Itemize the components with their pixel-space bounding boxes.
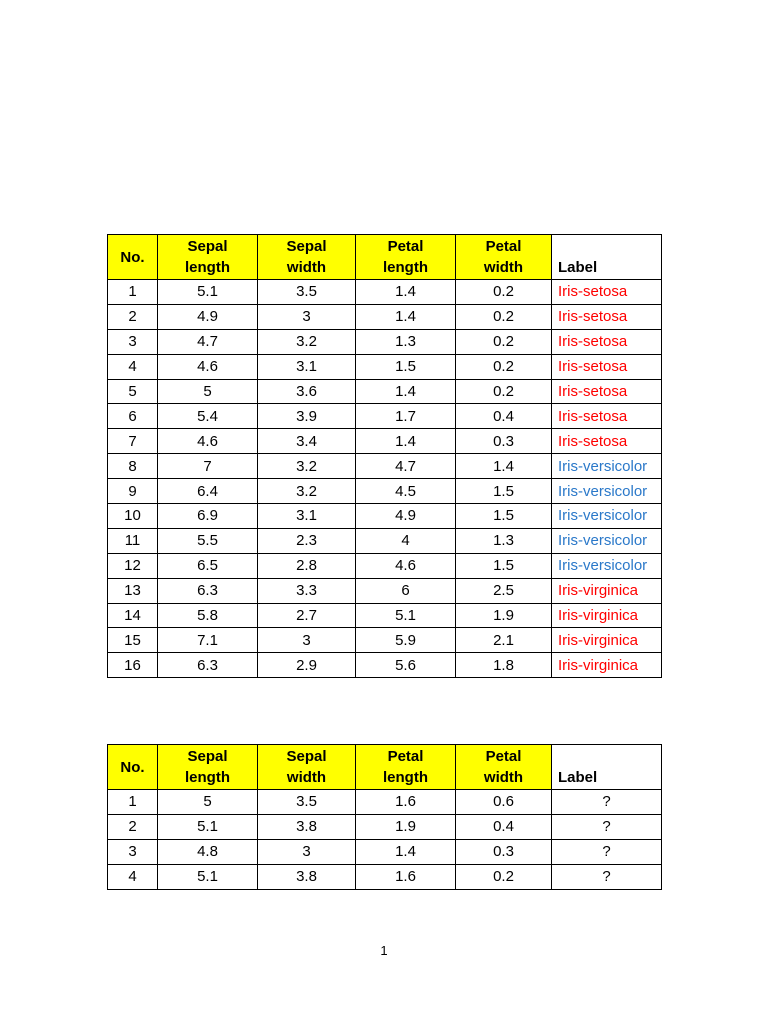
cell-petal-length: 1.4 <box>356 839 456 864</box>
cell-sepal-length: 4.8 <box>158 839 258 864</box>
cell-sepal-length: 7.1 <box>158 628 258 653</box>
cell-sepal-width: 3.8 <box>258 814 356 839</box>
table-row <box>108 280 662 305</box>
cell-no: 10 <box>108 504 158 529</box>
cell-no: 2 <box>108 304 158 329</box>
cell-petal-width: 1.3 <box>456 528 552 553</box>
cell-sepal-width: 3.9 <box>258 404 356 429</box>
cell-sepal-length: 6.4 <box>158 479 258 504</box>
cell-label: Iris-setosa <box>552 304 662 329</box>
table-row <box>108 864 662 889</box>
cell-sepal-width: 3.1 <box>258 354 356 379</box>
cell-label: Iris-virginica <box>552 603 662 628</box>
cell-sepal-length: 5.1 <box>158 280 258 305</box>
table-row <box>108 504 662 529</box>
cell-petal-length: 4.5 <box>356 479 456 504</box>
header-sepal-length: Sepal length <box>158 745 258 790</box>
cell-no: 4 <box>108 864 158 889</box>
table-header <box>108 235 662 280</box>
header-petal-width: Petal width <box>456 235 552 280</box>
cell-label: ? <box>552 814 662 839</box>
cell-no: 13 <box>108 578 158 603</box>
cell-petal-width: 0.4 <box>456 404 552 429</box>
cell-sepal-length: 7 <box>158 454 258 479</box>
cell-sepal-length: 4.6 <box>158 354 258 379</box>
table-row <box>108 329 662 354</box>
cell-petal-width: 2.5 <box>456 578 552 603</box>
cell-label: Iris-virginica <box>552 578 662 603</box>
cell-label: Iris-setosa <box>552 379 662 404</box>
cell-no: 12 <box>108 553 158 578</box>
cell-no: 3 <box>108 839 158 864</box>
cell-sepal-width: 3 <box>258 628 356 653</box>
cell-label: Iris-virginica <box>552 628 662 653</box>
cell-petal-length: 1.6 <box>356 864 456 889</box>
header-no: No. <box>108 235 158 280</box>
cell-petal-width: 1.5 <box>456 553 552 578</box>
cell-petal-width: 0.2 <box>456 304 552 329</box>
table-row <box>108 304 662 329</box>
table-row <box>108 404 662 429</box>
cell-petal-width: 1.5 <box>456 504 552 529</box>
cell-petal-length: 1.6 <box>356 790 456 815</box>
cell-petal-width: 0.3 <box>456 429 552 454</box>
cell-sepal-width: 3.5 <box>258 280 356 305</box>
table-row <box>108 790 662 815</box>
cell-sepal-width: 3.3 <box>258 578 356 603</box>
cell-label: Iris-setosa <box>552 329 662 354</box>
header-no: No. <box>108 745 158 790</box>
header-petal-length: Petal length <box>356 745 456 790</box>
cell-petal-width: 0.2 <box>456 354 552 379</box>
header-petal-width: Petal width <box>456 745 552 790</box>
cell-no: 1 <box>108 280 158 305</box>
cell-petal-width: 1.5 <box>456 479 552 504</box>
cell-petal-width: 0.2 <box>456 329 552 354</box>
table-row <box>108 814 662 839</box>
cell-petal-length: 1.4 <box>356 304 456 329</box>
cell-petal-length: 4 <box>356 528 456 553</box>
header-label: Label <box>552 745 662 790</box>
table-row <box>108 354 662 379</box>
cell-label: Iris-versicolor <box>552 479 662 504</box>
cell-no: 5 <box>108 379 158 404</box>
cell-no: 14 <box>108 603 158 628</box>
cell-no: 3 <box>108 329 158 354</box>
cell-petal-width: 0.3 <box>456 839 552 864</box>
cell-sepal-width: 2.7 <box>258 603 356 628</box>
cell-no: 2 <box>108 814 158 839</box>
cell-label: ? <box>552 839 662 864</box>
cell-petal-width: 1.8 <box>456 653 552 678</box>
cell-petal-width: 0.2 <box>456 864 552 889</box>
cell-petal-length: 1.4 <box>356 280 456 305</box>
cell-sepal-length: 5.8 <box>158 603 258 628</box>
table-row <box>108 553 662 578</box>
cell-no: 16 <box>108 653 158 678</box>
cell-petal-width: 2.1 <box>456 628 552 653</box>
cell-label: Iris-virginica <box>552 653 662 678</box>
cell-sepal-width: 3.8 <box>258 864 356 889</box>
cell-label: Iris-versicolor <box>552 454 662 479</box>
cell-petal-width: 1.9 <box>456 603 552 628</box>
table-row <box>108 653 662 678</box>
cell-sepal-length: 5 <box>158 379 258 404</box>
cell-sepal-length: 6.9 <box>158 504 258 529</box>
test-data-table <box>107 744 662 890</box>
cell-petal-length: 1.9 <box>356 814 456 839</box>
cell-sepal-length: 4.9 <box>158 304 258 329</box>
page-number: 1 <box>380 943 388 958</box>
cell-no: 7 <box>108 429 158 454</box>
cell-sepal-width: 3.2 <box>258 329 356 354</box>
cell-sepal-width: 2.9 <box>258 653 356 678</box>
cell-label: Iris-setosa <box>552 280 662 305</box>
cell-label: Iris-versicolor <box>552 553 662 578</box>
cell-petal-length: 1.3 <box>356 329 456 354</box>
table-header <box>108 745 662 790</box>
cell-sepal-length: 5 <box>158 790 258 815</box>
table-row <box>108 379 662 404</box>
cell-petal-length: 4.9 <box>356 504 456 529</box>
cell-petal-length: 1.5 <box>356 354 456 379</box>
cell-petal-length: 5.1 <box>356 603 456 628</box>
cell-petal-width: 0.6 <box>456 790 552 815</box>
cell-label: Iris-setosa <box>552 429 662 454</box>
test-rows <box>108 790 662 890</box>
cell-sepal-width: 3.2 <box>258 454 356 479</box>
table-row <box>108 528 662 553</box>
cell-sepal-width: 3.4 <box>258 429 356 454</box>
cell-petal-length: 1.4 <box>356 379 456 404</box>
cell-no: 8 <box>108 454 158 479</box>
cell-petal-length: 6 <box>356 578 456 603</box>
header-sepal-length: Sepal length <box>158 235 258 280</box>
cell-sepal-length: 5.1 <box>158 864 258 889</box>
cell-petal-width: 1.4 <box>456 454 552 479</box>
cell-no: 9 <box>108 479 158 504</box>
cell-sepal-length: 5.4 <box>158 404 258 429</box>
cell-sepal-length: 6.5 <box>158 553 258 578</box>
table-row <box>108 578 662 603</box>
header-petal-length: Petal length <box>356 235 456 280</box>
cell-sepal-width: 3.5 <box>258 790 356 815</box>
cell-petal-width: 0.2 <box>456 280 552 305</box>
cell-label: Iris-setosa <box>552 404 662 429</box>
cell-sepal-width: 3.2 <box>258 479 356 504</box>
table-row <box>108 454 662 479</box>
cell-petal-width: 0.2 <box>456 379 552 404</box>
cell-sepal-width: 2.8 <box>258 553 356 578</box>
training-rows <box>108 280 662 678</box>
cell-petal-length: 5.6 <box>356 653 456 678</box>
table-row <box>108 429 662 454</box>
cell-sepal-width: 3.6 <box>258 379 356 404</box>
cell-petal-length: 4.7 <box>356 454 456 479</box>
header-sepal-width: Sepal width <box>258 235 356 280</box>
cell-no: 4 <box>108 354 158 379</box>
cell-sepal-length: 5.5 <box>158 528 258 553</box>
cell-sepal-length: 6.3 <box>158 653 258 678</box>
cell-sepal-width: 3 <box>258 304 356 329</box>
cell-petal-width: 0.4 <box>456 814 552 839</box>
cell-label: ? <box>552 864 662 889</box>
training-data-table <box>107 234 662 678</box>
header-sepal-width: Sepal width <box>258 745 356 790</box>
cell-no: 11 <box>108 528 158 553</box>
cell-label: Iris-setosa <box>552 354 662 379</box>
cell-sepal-width: 2.3 <box>258 528 356 553</box>
cell-sepal-length: 6.3 <box>158 578 258 603</box>
cell-sepal-width: 3.1 <box>258 504 356 529</box>
cell-no: 15 <box>108 628 158 653</box>
cell-sepal-length: 5.1 <box>158 814 258 839</box>
cell-petal-length: 1.7 <box>356 404 456 429</box>
cell-sepal-length: 4.7 <box>158 329 258 354</box>
cell-label: Iris-versicolor <box>552 528 662 553</box>
cell-label: Iris-versicolor <box>552 504 662 529</box>
table-row <box>108 628 662 653</box>
cell-petal-length: 4.6 <box>356 553 456 578</box>
table-row <box>108 603 662 628</box>
table-row <box>108 479 662 504</box>
cell-petal-length: 5.9 <box>356 628 456 653</box>
cell-sepal-width: 3 <box>258 839 356 864</box>
header-label: Label <box>552 235 662 280</box>
table-row <box>108 839 662 864</box>
cell-label: ? <box>552 790 662 815</box>
cell-petal-length: 1.4 <box>356 429 456 454</box>
cell-no: 1 <box>108 790 158 815</box>
cell-sepal-length: 4.6 <box>158 429 258 454</box>
cell-no: 6 <box>108 404 158 429</box>
